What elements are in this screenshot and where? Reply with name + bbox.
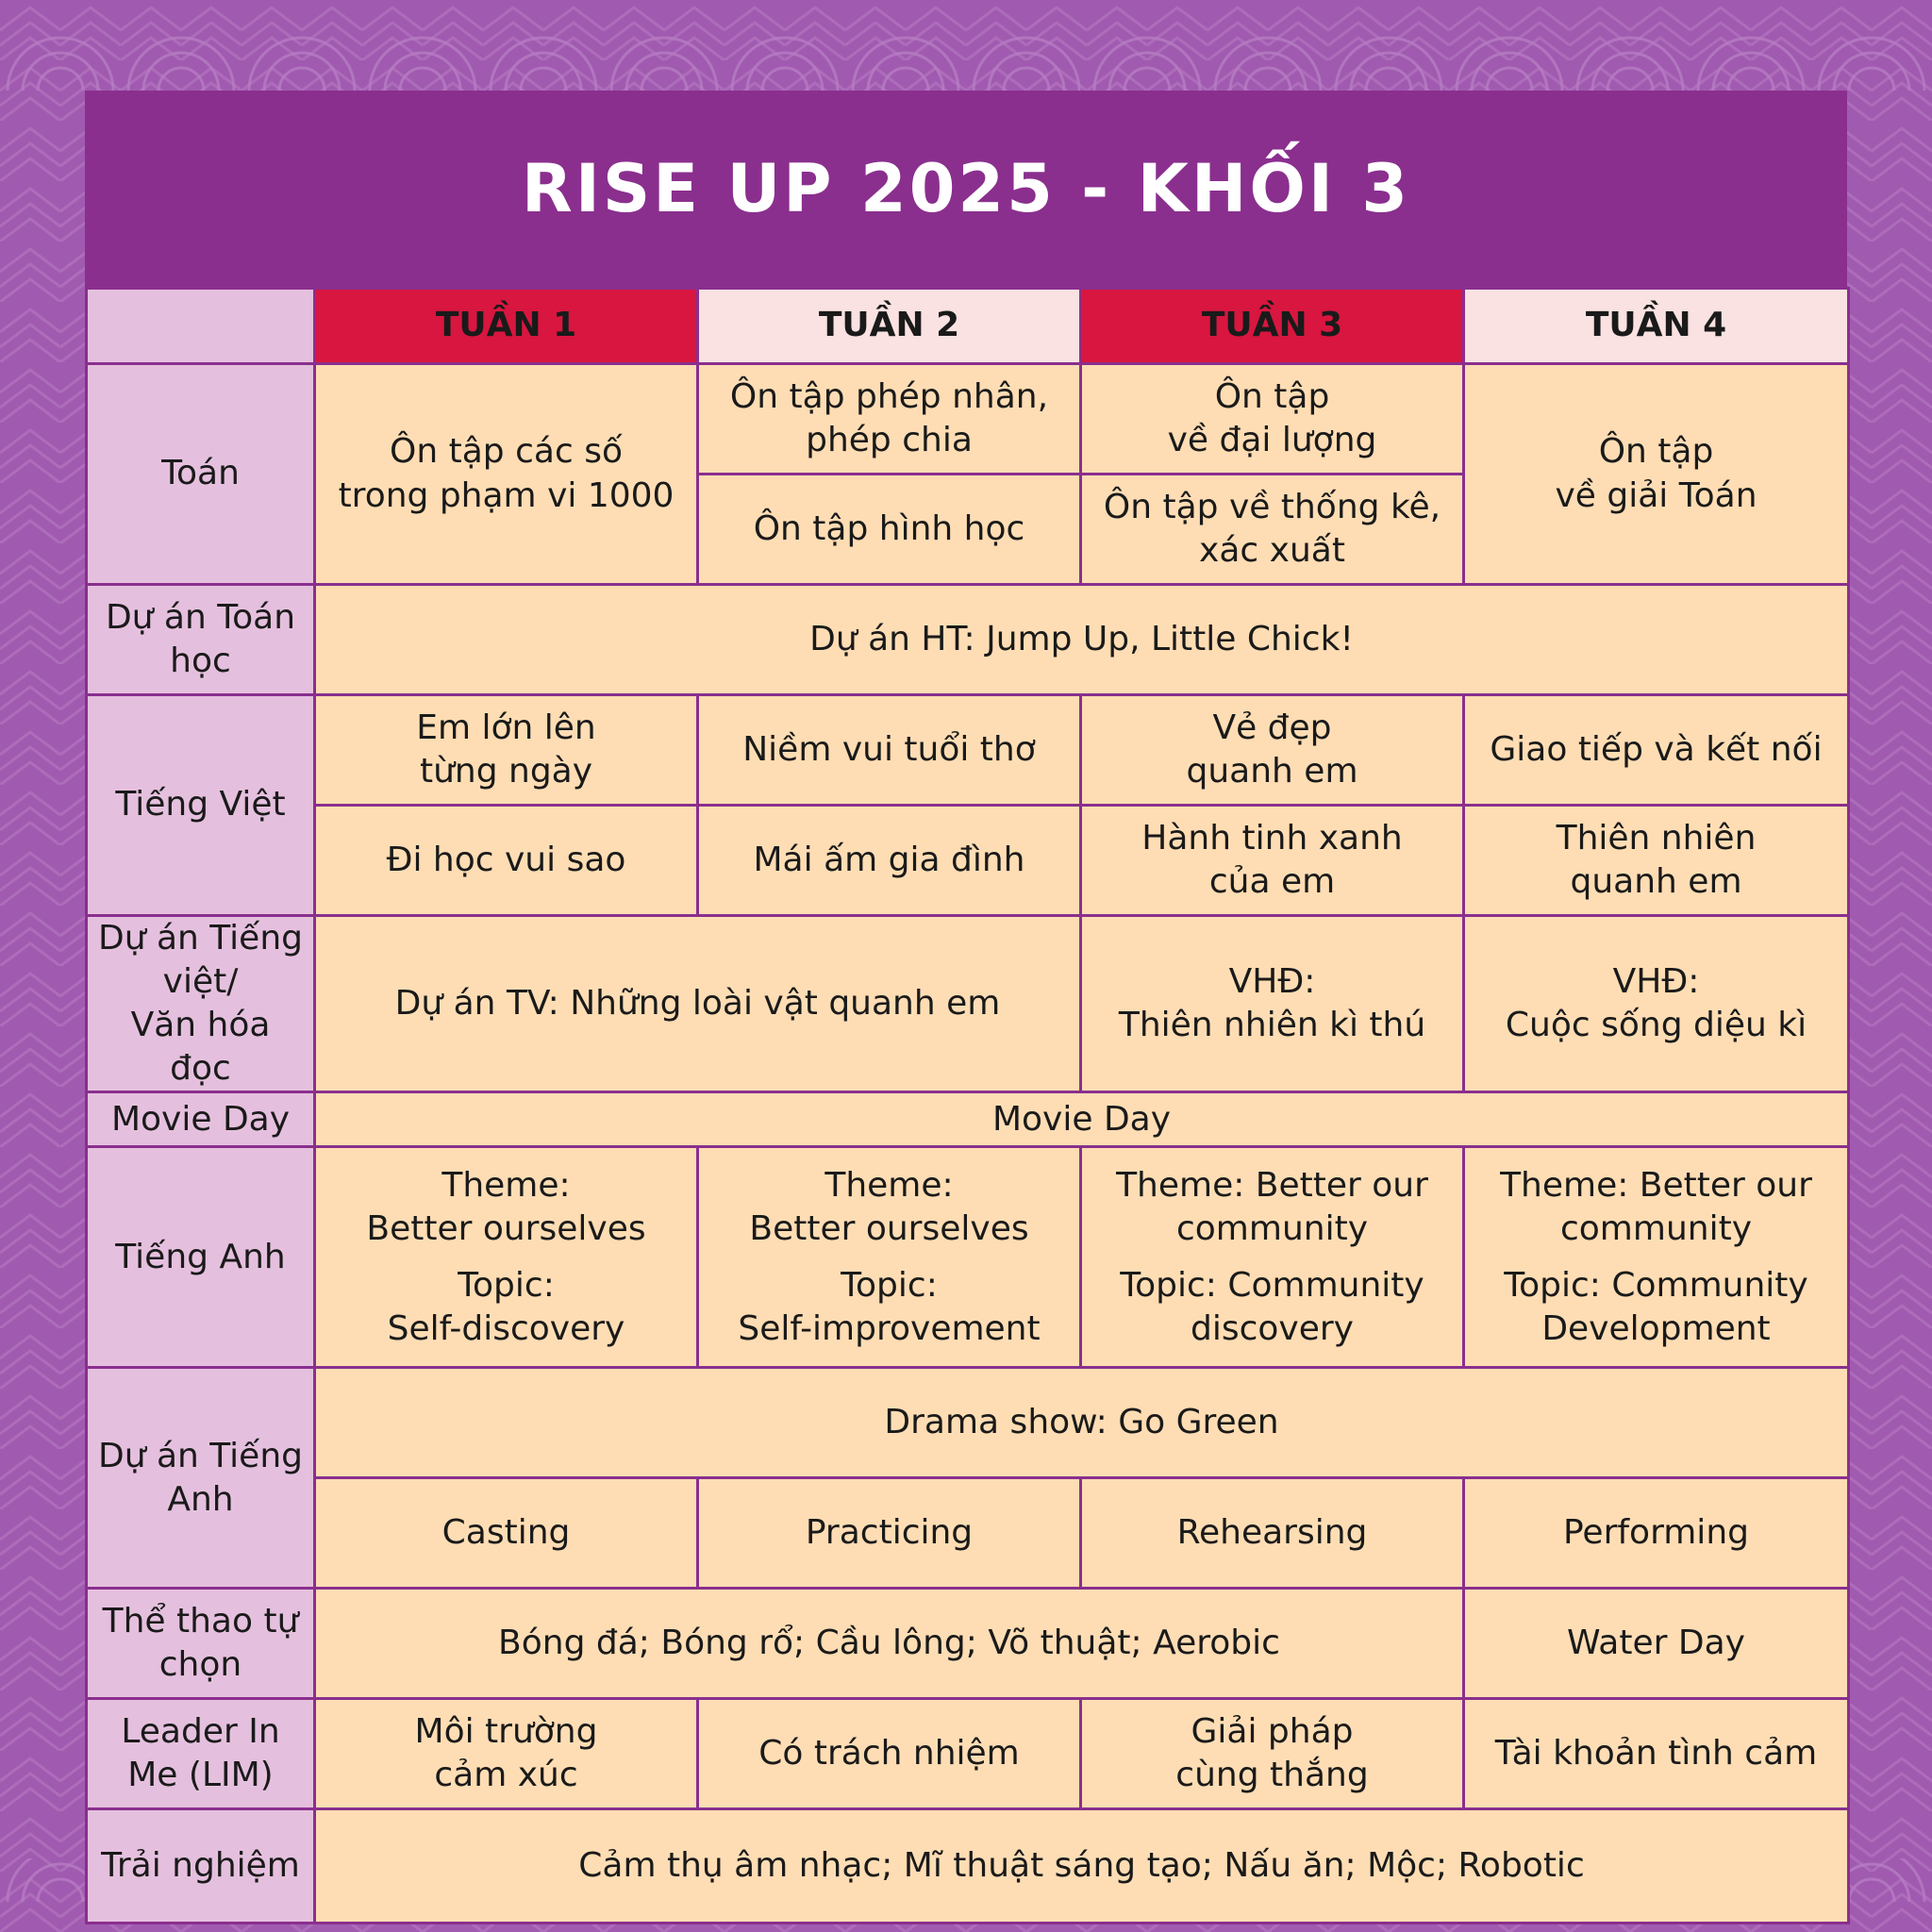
lim-week-3 [1081,1699,1464,1809]
row-label-toan: Toán [87,364,315,585]
topic-line: Topic: [458,1265,555,1305]
week-2-header: TUẦN 2 [698,289,1081,364]
du-an-tv-week-1-2: Dự án TV: Những loài vật quanh em [315,916,1081,1092]
cell-line: VHĐ: [1228,962,1316,1002]
drama-show-cell: Drama show: Go Green [315,1368,1849,1478]
spacer [1473,1251,1840,1264]
lim-week-1 [315,1699,698,1809]
cell-line: quanh em [1570,862,1742,901]
cell-line: Cuộc sống diệu kì [1505,1006,1807,1045]
cell-line: Ôn tập về thống kê, [1103,487,1441,526]
tieng-anh-week-1 [315,1147,698,1368]
topic-line: Topic: [841,1265,938,1305]
cell-line: cùng thắng [1175,1756,1369,1795]
theme-line: Theme: Better our [1500,1165,1812,1205]
lim-week-2: Có trách nhiệm [698,1699,1081,1809]
topic-line: Topic: Community [1504,1265,1808,1305]
row-label-the-thao: Thể thao tự chọn [87,1589,315,1699]
du-an-tv-week-3 [1081,916,1464,1092]
tieng-viet-week-2-a: Niềm vui tuổi thơ [698,695,1081,806]
cell-line: xác xuất [1199,531,1345,570]
trai-nghiem-cell: Cảm thụ âm nhạc; Mĩ thuật sáng tạo; Nấu ăn; Mộc; Robotic [315,1809,1849,1924]
tieng-viet-week-2-b: Mái ấm gia đình [698,806,1081,916]
cell-line: cảm xúc [434,1756,578,1795]
lim-row [87,1699,1849,1809]
tieng-viet-week-4-a: Giao tiếp và kết nối [1464,695,1849,806]
topic-line: discovery [1191,1308,1354,1348]
tieng-viet-week-1-b: Đi học vui sao [315,806,698,916]
du-an-tv-week-4 [1464,916,1849,1092]
tieng-viet-row-b [87,806,1849,916]
cell-line: Môi trường [414,1712,598,1752]
row-label-tieng-viet: Tiếng Việt [87,695,315,916]
row-label-trai-nghiem: Trải nghiệm [87,1809,315,1924]
tieng-viet-week-4-b [1464,806,1849,916]
cell-line: Thiên nhiên kì thú [1118,1006,1426,1045]
theme-line: Better ourselves [749,1208,1029,1248]
schedule-table [85,287,1850,1924]
row-label-du-an-toan: Dự án Toán học [87,585,315,695]
du-an-toan-cell: Dự án HT: Jump Up, Little Chick! [315,585,1849,695]
tieng-viet-week-3-a [1081,695,1464,806]
toan-week-2-a [698,364,1081,475]
cell-line: Ôn tập [1598,432,1714,472]
cell-line: trong phạm vi 1000 [338,475,675,515]
cell-line: từng ngày [419,752,593,791]
tieng-viet-week-3-b [1081,806,1464,916]
title-bar [85,91,1847,287]
corner-cell [87,289,315,364]
du-an-ta-row-b [87,1478,1849,1589]
topic-line: Self-discovery [387,1308,625,1348]
week-1-header: TUẦN 1 [315,289,698,364]
spacer [324,1251,689,1264]
movie-day-cell: Movie Day [315,1092,1849,1147]
stage-performing: Performing [1464,1478,1849,1589]
theme-line: Theme: [441,1165,571,1205]
stage-casting: Casting [315,1478,698,1589]
cell-line: VHĐ: [1612,962,1700,1002]
cell-line: về giải Toán [1555,475,1757,515]
movie-day-row [87,1092,1849,1147]
row-label-du-an-tv [87,916,315,1092]
cell-line: Ôn tập các số [390,432,623,472]
row-label-du-an-ta: Dự án Tiếng Anh [87,1368,315,1589]
tieng-anh-row [87,1147,1849,1368]
tieng-anh-week-4 [1464,1147,1849,1368]
theme-line: Theme: [824,1165,954,1205]
page-title: RISE UP 2025 - KHỐI 3 [521,150,1411,227]
cell-line: Ôn tập [1214,376,1330,416]
tieng-viet-row-a [87,695,1849,806]
the-thao-week-4: Water Day [1464,1589,1849,1699]
cell-line: Vẻ đẹp [1212,708,1332,747]
cell-line: Thiên nhiên [1556,818,1757,858]
theme-line: Better ourselves [366,1208,646,1248]
spacer [707,1251,1072,1264]
week-header-row [87,289,1849,364]
toan-week-1 [315,364,698,585]
du-an-tv-row [87,916,1849,1092]
du-an-ta-row-a [87,1368,1849,1478]
row-label-lim: Leader In Me (LIM) [87,1699,315,1809]
topic-line: Self-improvement [738,1308,1041,1348]
cell-line: Hành tinh xanh [1141,818,1403,858]
label-line: Văn hóa đọc [130,1006,271,1089]
cell-line: Em lớn lên [416,708,596,747]
row-label-tieng-anh: Tiếng Anh [87,1147,315,1368]
the-thao-row [87,1589,1849,1699]
topic-line: Topic: Community [1120,1265,1424,1305]
theme-line: community [1175,1208,1368,1248]
lim-week-4: Tài khoản tình cảm [1464,1699,1849,1809]
toan-week-3-a [1081,364,1464,475]
theme-line: Theme: Better our [1116,1165,1428,1205]
stage-rehearsing: Rehearsing [1081,1478,1464,1589]
tieng-anh-week-3 [1081,1147,1464,1368]
cell-line: Giải pháp [1191,1712,1354,1752]
toan-row-a [87,364,1849,475]
topic-line: Development [1541,1308,1771,1348]
cell-line: của em [1208,862,1336,901]
label-line: Dự án Tiếng việt/ [97,919,303,1002]
cell-line: phép chia [806,421,973,459]
spacer [1090,1251,1455,1264]
row-label-movie-day: Movie Day [87,1092,315,1147]
theme-line: community [1559,1208,1752,1248]
schedule-card [85,91,1847,1886]
cell-line: Ôn tập phép nhân, [729,376,1049,416]
du-an-toan-row [87,585,1849,695]
the-thao-week-1-3: Bóng đá; Bóng rổ; Cầu lông; Võ thuật; Aerobic [315,1589,1464,1699]
tieng-anh-week-2 [698,1147,1081,1368]
trai-nghiem-row [87,1809,1849,1924]
week-4-header: TUẦN 4 [1464,289,1849,364]
week-3-header: TUẦN 3 [1081,289,1464,364]
toan-week-3-b [1081,475,1464,585]
tieng-viet-week-1-a [315,695,698,806]
cell-line: về đại lượng [1167,421,1377,459]
toan-week-4 [1464,364,1849,585]
cell-line: quanh em [1186,752,1358,791]
stage-practicing: Practicing [698,1478,1081,1589]
toan-week-2-b: Ôn tập hình học [698,475,1081,585]
